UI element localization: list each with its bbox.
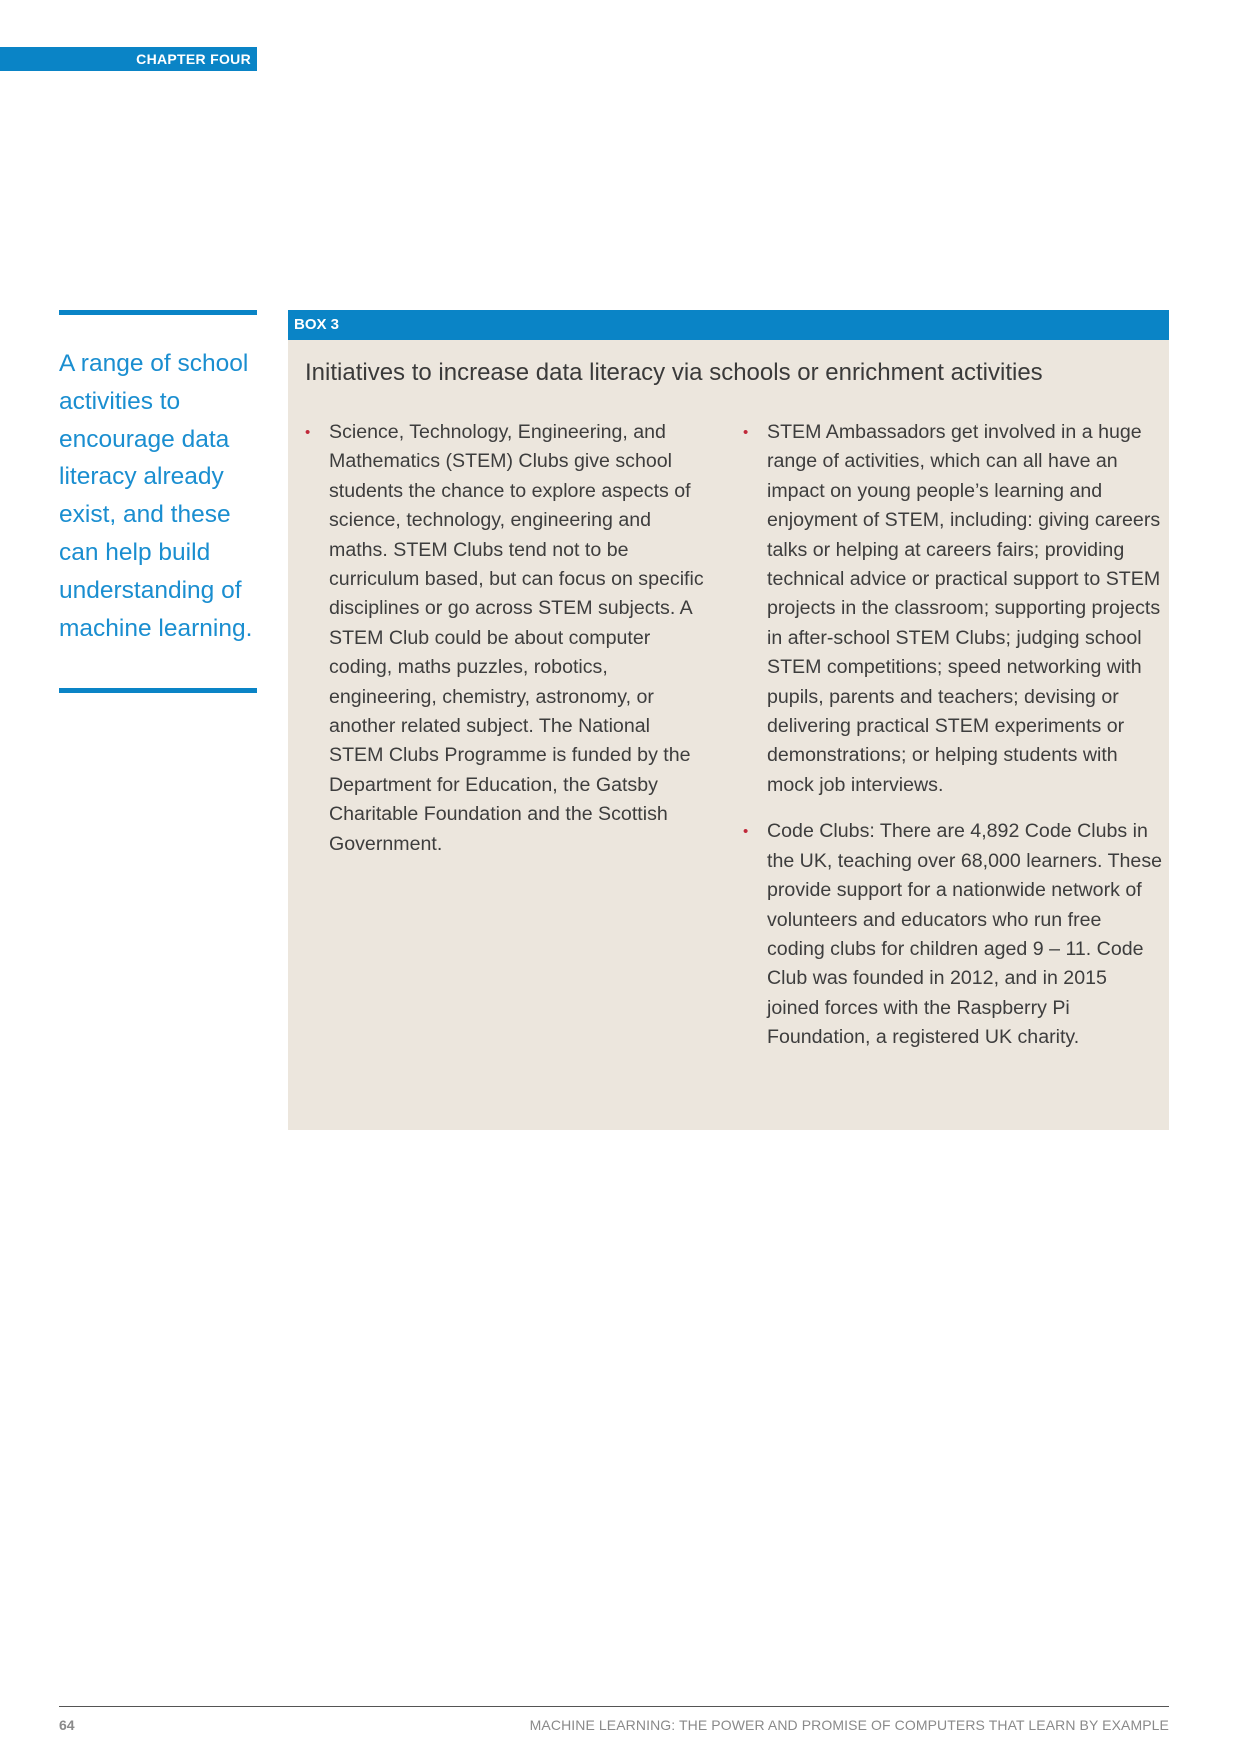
box-label: BOX 3 <box>288 310 1169 340</box>
bullet-icon: • <box>305 424 311 441</box>
pull-quote: A range of school activities to encourage data literacy already exist, and these can help build understanding of machine learning. <box>59 350 253 642</box>
bullet-icon: • <box>743 823 749 841</box>
list-item <box>743 418 1163 800</box>
box-right-column <box>743 418 1163 1070</box>
list-item <box>305 418 705 859</box>
list-item-text: Science, Technology, Engineering, and Mathematics (STEM) Clubs give school students the chance to explore aspects of science, technology, engineering and maths. STEM Clubs tend not to be curriculum based, but can focus on specific disciplines or go across STEM subjects. A STEM Club could be about computer coding, maths puzzles, robotics, engineering, chemistry, astronomy, or another related subject. The National STEM Clubs Programme is funded by the Department for Education, the Gatsby Charitable Foundation and the Scottish Government. <box>329 421 704 855</box>
pull-quote-top-rule <box>59 310 257 315</box>
footer-title: MACHINE LEARNING: THE POWER AND PROMISE OF COMPUTERS THAT LEARN BY EXAMPLE <box>529 1717 1169 1733</box>
footer-rule <box>59 1706 1169 1707</box>
box-3 <box>288 310 1169 1130</box>
page-number: 64 <box>59 1717 75 1733</box>
box-title: Initiatives to increase data literacy via schools or enrichment activities <box>305 359 1043 386</box>
chapter-tab: CHAPTER FOUR <box>0 47 257 71</box>
pull-quote-bottom-rule <box>59 688 257 693</box>
list-item-text: STEM Ambassadors get involved in a huge range of activities, which can all have an impact on young people’s learning and enjoyment of STEM, including: giving careers talks or helping at careers fairs; providing technical advice or practical support to STEM projects in the classroom; supporting projects in after-school STEM Clubs; judging school STEM competitions; speed networking with pupils, parents and teachers; devising or delivering practical STEM experiments or demonstrations; or helping students with mock job interviews. <box>767 421 1161 796</box>
box-left-column <box>305 418 705 876</box>
bullet-icon: • <box>743 424 749 441</box>
list-item-text: Code Clubs: There are 4,892 Code Clubs in the UK, teaching over 68,000 learners. These provide support for a nationwide network of volunteers and educators who run free coding clubs for children aged 9 – 11. Code Club was founded in 2012, and in 2015 joined forces with the Raspberry Pi Foundation, a registered UK charity. <box>767 820 1163 1049</box>
list-item <box>743 817 1163 1052</box>
